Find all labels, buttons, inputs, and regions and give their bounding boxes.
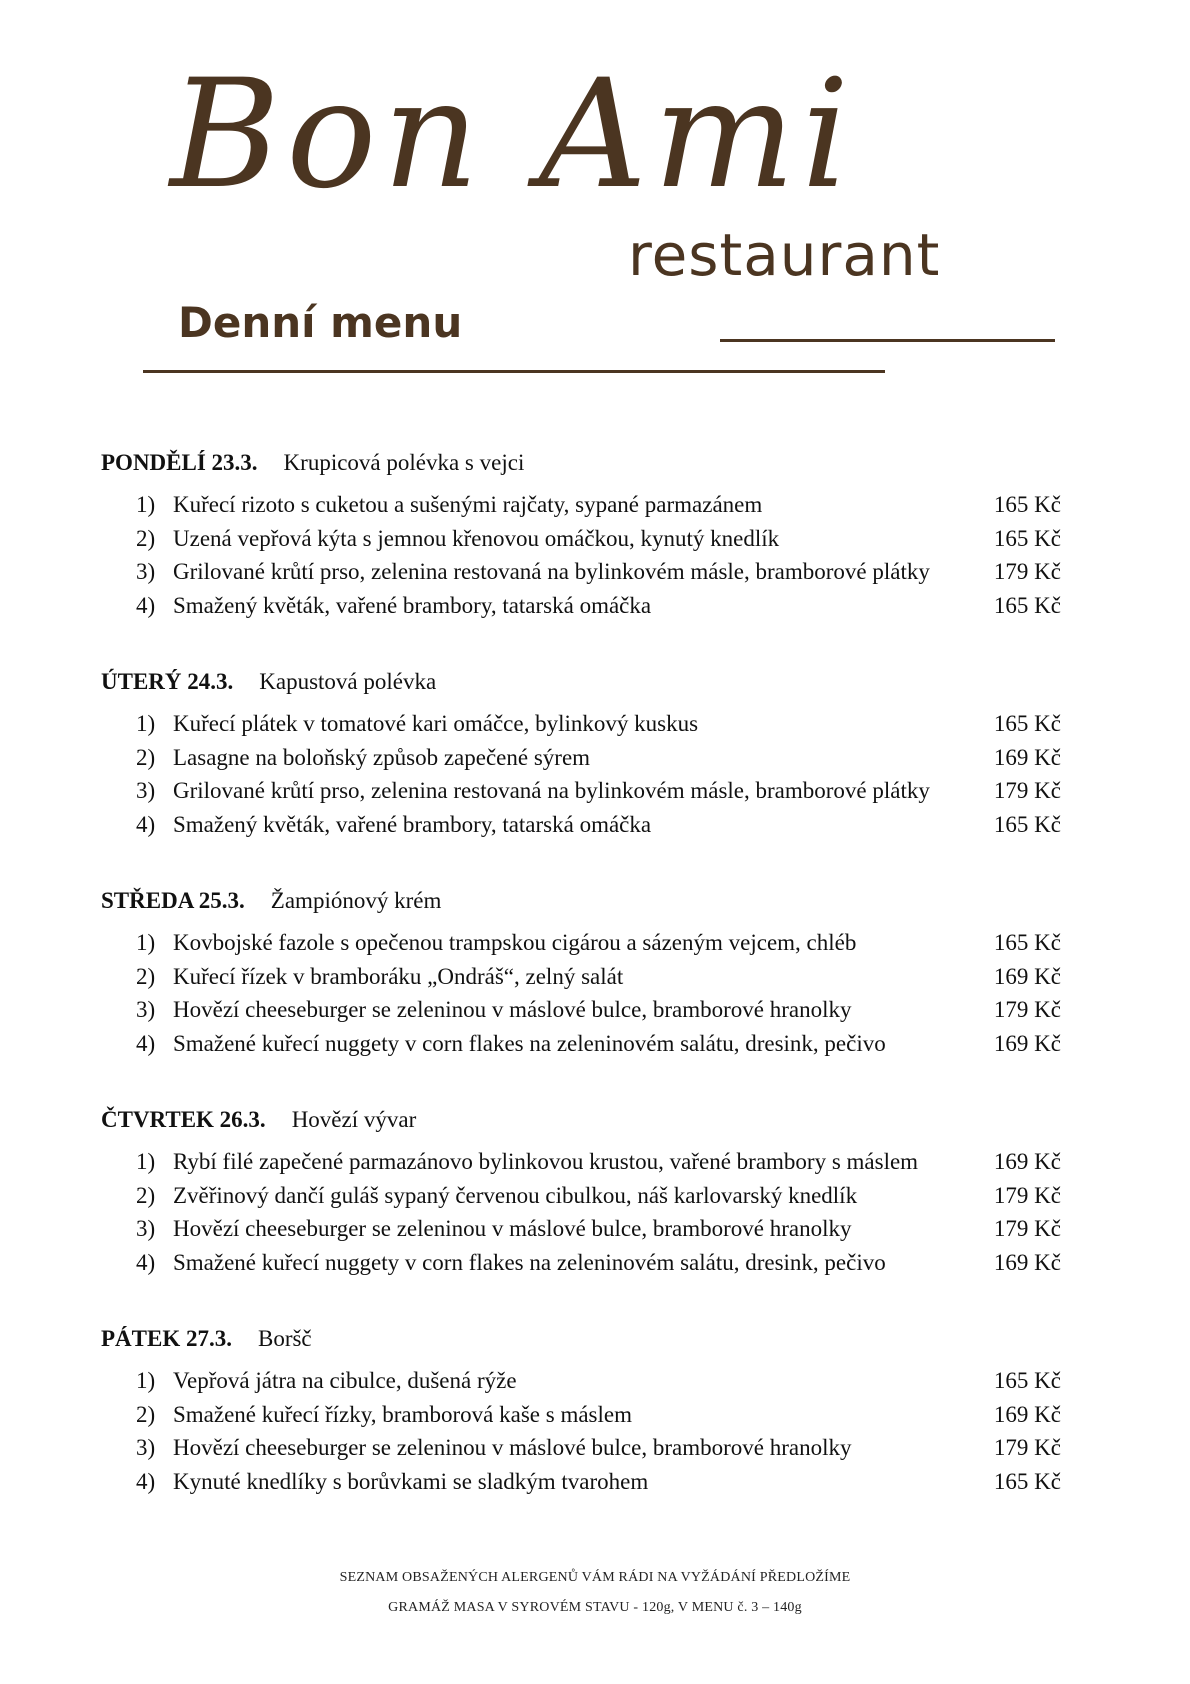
dish-price: 165 Kč [993, 711, 1061, 736]
dish-name: Grilované krůtí prso, zelenina restovaná na bylinkovém másle, bramborové plátky [173, 559, 930, 584]
menu-item [101, 710, 1061, 744]
item-number: 3) [136, 1435, 156, 1460]
dish-list [101, 929, 1061, 1063]
dish-name: Zvěřinový dančí guláš sypaný červenou cibulkou, náš karlovarský knedlík [173, 1182, 858, 1208]
dish-name: Vepřová játra na cibulce, dušená rýže [173, 1368, 517, 1393]
day-header [101, 668, 1061, 710]
dish-price: 179 Kč [993, 559, 1061, 584]
menu-item [101, 963, 1061, 997]
dish-name: Grilované krůtí prso, zelenina restovaná na bylinkovém másle, bramborové plátky [173, 778, 930, 803]
menu-item [101, 1249, 1061, 1283]
dish-name: Kuřecí rizoto s cuketou a sušenými rajčaty, sypané parmazánem [173, 492, 763, 517]
menu-item [101, 996, 1061, 1030]
menu-item [101, 592, 1061, 626]
item-number: 2) [136, 1182, 156, 1208]
dish-name: Hovězí cheeseburger se zeleninou v máslové bulce, bramborové hranolky [173, 1216, 852, 1241]
page-title: Denní menu [178, 298, 463, 347]
daily-menu-list [101, 449, 1061, 1544]
item-number: 1) [136, 711, 156, 736]
day-label: ČTVRTEK 26.3. [101, 1107, 266, 1132]
menu-item [101, 1367, 1061, 1401]
day-header [101, 449, 1061, 491]
day-label: STŘEDA 25.3. [101, 888, 245, 913]
menu-item [101, 811, 1061, 845]
dish-name: Rybí filé zapečené parmazánovo bylinkovou krustou, vařené brambory s máslem [173, 1149, 919, 1174]
menu-item [101, 777, 1061, 811]
soup-of-the-day: Hovězí vývar [291, 1107, 417, 1132]
menu-item [101, 1401, 1061, 1435]
day-header [101, 1106, 1061, 1148]
menu-item [101, 929, 1061, 963]
day-header [101, 887, 1061, 929]
menu-item [101, 1182, 1061, 1216]
item-number: 4) [136, 592, 156, 618]
soup-of-the-day: Boršč [257, 1326, 312, 1351]
dish-name: Smažené kuřecí nuggety v corn flakes na zeleninovém salátu, dresink, pečivo [173, 1030, 886, 1056]
dish-list [101, 491, 1061, 625]
item-number: 3) [136, 997, 156, 1022]
restaurant-tagline: restaurant [628, 221, 941, 289]
dish-price: 165 Kč [993, 930, 1061, 955]
day-section [101, 1325, 1061, 1544]
dish-name: Lasagne na boloňský způsob zapečené sýrem [173, 744, 591, 770]
menu-item [101, 1148, 1061, 1182]
menu-item [101, 1468, 1061, 1502]
item-number: 2) [136, 744, 156, 770]
item-number: 3) [136, 1216, 156, 1241]
item-number: 4) [136, 1249, 156, 1275]
header-rule-left [143, 370, 885, 373]
dish-name: Kovbojské fazole s opečenou trampskou cigárou a sázeným vejcem, chléb [173, 930, 857, 955]
item-number: 1) [136, 1149, 156, 1174]
day-header [101, 1325, 1061, 1367]
dish-price: 169 Kč [993, 1030, 1061, 1056]
dish-price: 165 Kč [993, 1368, 1061, 1393]
dish-name: Kuřecí řízek v bramboráku „Ondráš“, zelný salát [173, 963, 624, 989]
header-rule-right [720, 339, 1055, 342]
menu-item [101, 491, 1061, 525]
menu-item [101, 744, 1061, 778]
dish-list [101, 1367, 1061, 1501]
dish-name: Smažený květák, vařené brambory, tatarská omáčka [173, 592, 652, 618]
dish-name: Hovězí cheeseburger se zeleninou v máslové bulce, bramborové hranolky [173, 997, 852, 1022]
soup-of-the-day: Kapustová polévka [259, 669, 437, 694]
soup-of-the-day: Krupicová polévka s vejci [283, 450, 525, 475]
dish-price: 169 Kč [993, 1401, 1061, 1427]
dish-price: 179 Kč [993, 778, 1061, 803]
menu-item [101, 525, 1061, 559]
restaurant-logo: Bon Ami [170, 48, 856, 222]
item-number: 4) [136, 1468, 156, 1494]
meat-weight-note: GRAMÁŽ MASA V SYROVÉM STAVU - 120g, V MENU č. 3 – 140g [388, 1600, 802, 1615]
item-number: 1) [136, 1368, 156, 1393]
dish-name: Uzená vepřová kýta s jemnou křenovou omáčkou, kynutý knedlík [173, 525, 780, 551]
dish-price: 165 Kč [993, 811, 1061, 837]
dish-price: 179 Kč [993, 1216, 1061, 1241]
dish-price: 165 Kč [993, 492, 1061, 517]
dish-price: 179 Kč [993, 1435, 1061, 1460]
item-number: 3) [136, 778, 156, 803]
day-label: PONDĚLÍ 23.3. [101, 450, 258, 475]
item-number: 2) [136, 525, 156, 551]
dish-name: Smažené kuřecí nuggety v corn flakes na zeleninovém salátu, dresink, pečivo [173, 1249, 886, 1275]
dish-price: 169 Kč [993, 1149, 1061, 1174]
item-number: 2) [136, 1401, 156, 1427]
dish-price: 169 Kč [993, 963, 1061, 989]
item-number: 2) [136, 963, 156, 989]
item-number: 4) [136, 1030, 156, 1056]
dish-price: 165 Kč [993, 592, 1061, 618]
dish-name: Smažené kuřecí řízky, bramborová kaše s máslem [173, 1401, 632, 1427]
day-section [101, 1106, 1061, 1325]
menu-item [101, 1434, 1061, 1468]
day-label: ÚTERÝ 24.3. [101, 669, 234, 694]
item-number: 1) [136, 492, 156, 517]
dish-price: 179 Kč [993, 997, 1061, 1022]
menu-item [101, 558, 1061, 592]
menu-item [101, 1030, 1061, 1064]
item-number: 4) [136, 811, 156, 837]
dish-name: Kynuté knedlíky s borůvkami se sladkým tvarohem [173, 1468, 649, 1494]
dish-list [101, 710, 1061, 844]
day-section [101, 449, 1061, 668]
day-section [101, 668, 1061, 887]
allergens-note: SEZNAM OBSAŽENÝCH ALERGENŮ VÁM RÁDI NA VYŽÁDÁNÍ PŘEDLOŽÍME [339, 1570, 851, 1585]
dish-price: 169 Kč [993, 744, 1061, 770]
day-label: PÁTEK 27.3. [101, 1326, 232, 1351]
item-number: 1) [136, 930, 156, 955]
soup-of-the-day: Žampiónový krém [270, 888, 442, 913]
dish-price: 169 Kč [993, 1249, 1061, 1275]
dish-price: 165 Kč [993, 525, 1061, 551]
dish-name: Kuřecí plátek v tomatové kari omáčce, bylinkový kuskus [173, 711, 699, 736]
day-section [101, 887, 1061, 1106]
dish-price: 165 Kč [993, 1468, 1061, 1494]
menu-item [101, 1215, 1061, 1249]
dish-name: Hovězí cheeseburger se zeleninou v máslové bulce, bramborové hranolky [173, 1435, 852, 1460]
dish-price: 179 Kč [993, 1182, 1061, 1208]
item-number: 3) [136, 559, 156, 584]
dish-list [101, 1148, 1061, 1282]
dish-name: Smažený květák, vařené brambory, tatarská omáčka [173, 811, 652, 837]
